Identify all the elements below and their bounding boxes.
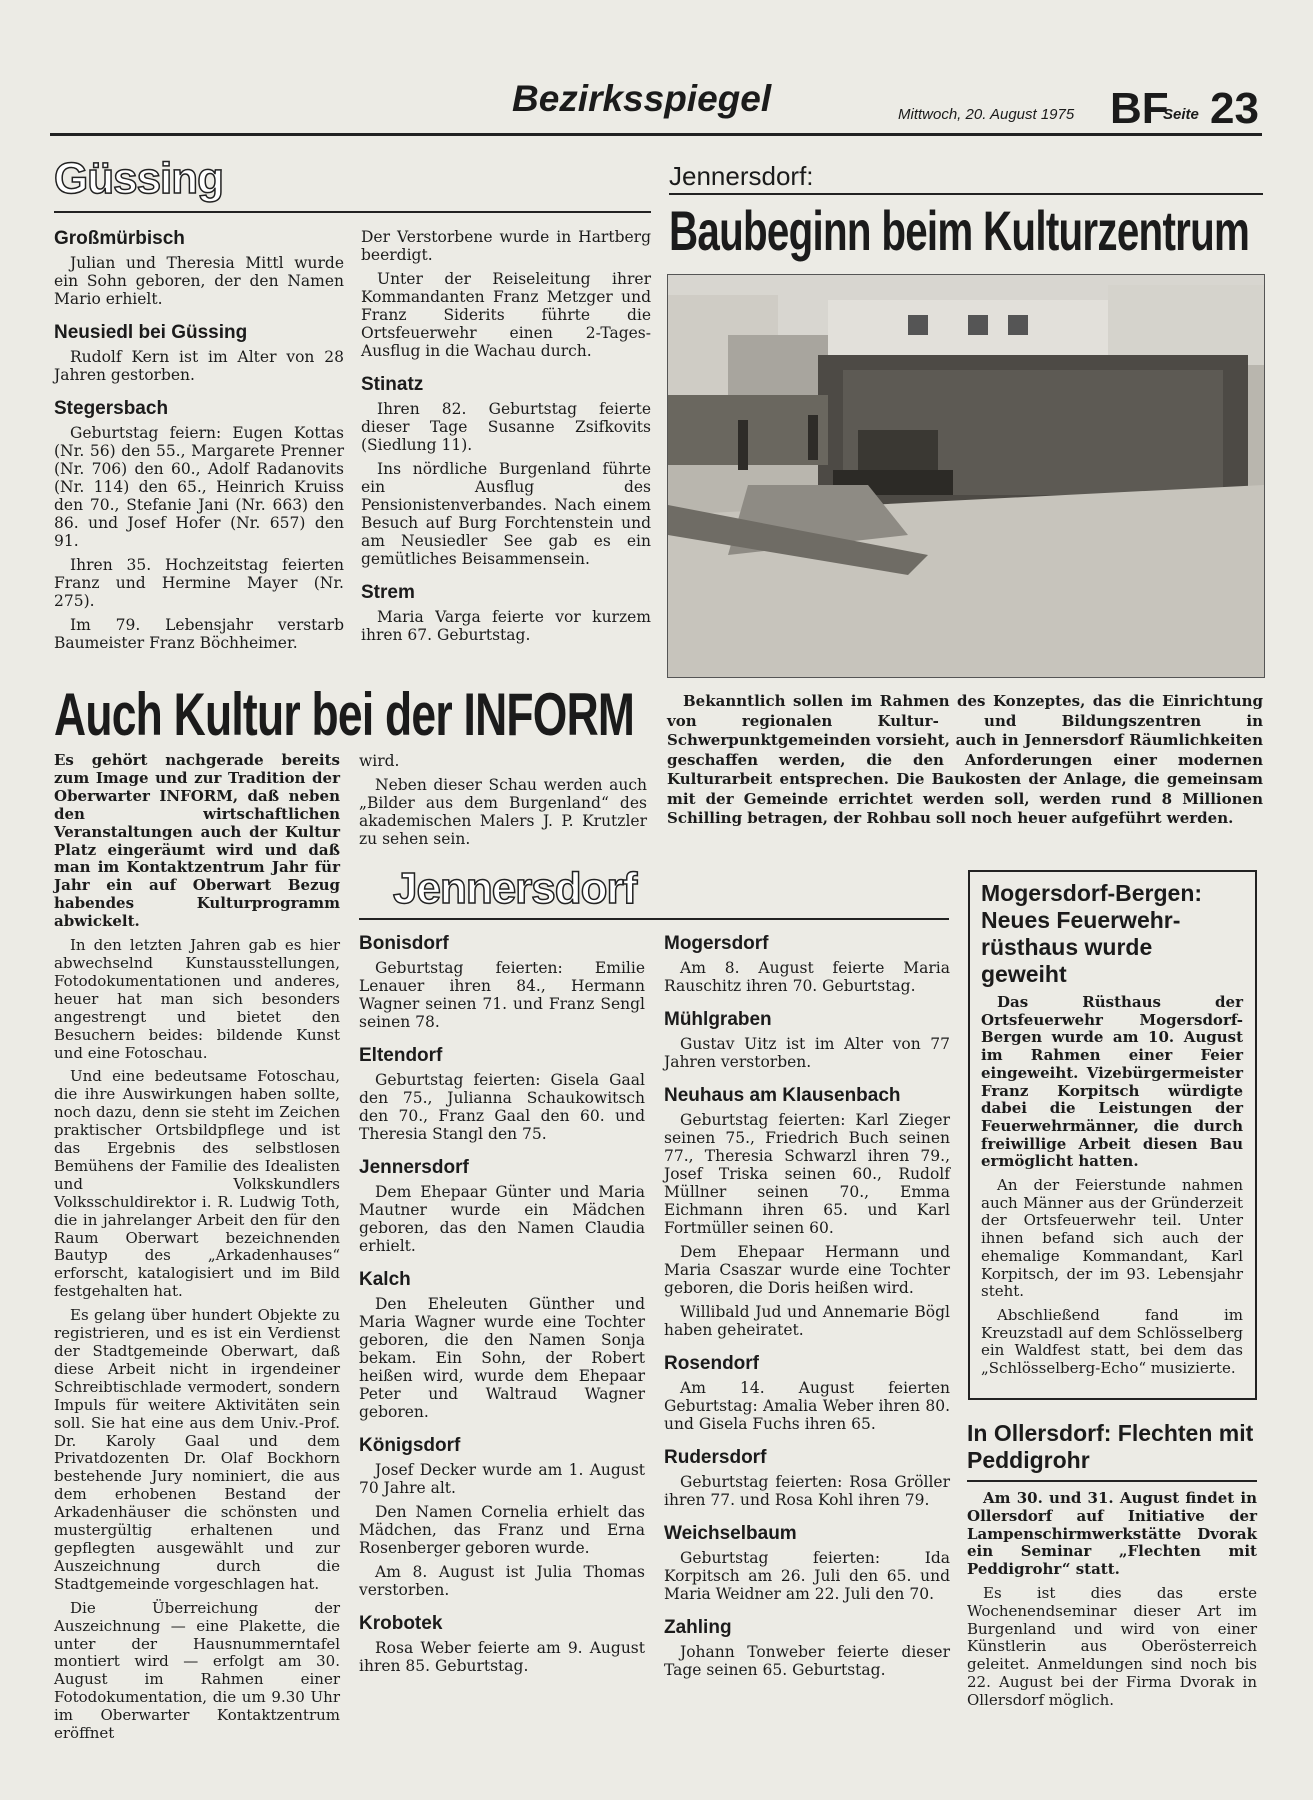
kulturzentrum-headline: Baubeginn beim Kulturzentrum xyxy=(669,199,1250,262)
news-paragraph: Maria Varga feierte vor kurzem ihren 67. Geburtstag. xyxy=(361,608,651,644)
feuerwehr-box xyxy=(968,870,1257,1400)
photo-caption: Bekanntlich sollen im Rahmen des Konzeptes, das die Einrichtung von regionalen Kultur- und Bildungszentren in Schwerpunktgemeinden vorsieht, auch in Jennersdorf Räumlichkeiten geschaffen werden, die den Anforderungen einer modernen Kulturarbeit entsprechen. Die Baukosten der Anlage, die gemeinsam mit der Gemeinde errichtet werden soll, werden rund 8 Millionen Schilling betragen, der Rohbau soll noch heuer aufgeführt werden. xyxy=(667,692,1263,827)
place-heading: Zahling xyxy=(664,1617,732,1638)
construction-photo-image xyxy=(668,275,1264,677)
place-heading: Rudersdorf xyxy=(664,1447,767,1468)
kulturzentrum-rule xyxy=(669,193,1263,195)
news-paragraph: Den Namen Cornelia erhielt das Mädchen, das Franz und Erna Rosenberger geboren wurde. xyxy=(359,1503,645,1557)
place-heading: Neuhaus am Klausenbach xyxy=(664,1085,901,1106)
news-paragraph: Den Eheleuten Günther und Maria Wagner wurde eine Tochter geboren, die den Namen Sonja bekam. Ein Sohn, der Robert heißen wird, wurde dem Ehepaar Peter und Waltraud Wagner geboren. xyxy=(359,1295,645,1421)
news-paragraph: Geburtstag feierten: Rosa Gröller ihren 77. und Rosa Kohl ihren 79. xyxy=(664,1473,950,1509)
ollersdorf-body xyxy=(967,1490,1257,1716)
place-heading: Rosendorf xyxy=(664,1353,759,1374)
news-paragraph: Ihren 35. Hochzeitstag feierten Franz und Hermine Mayer (Nr. 275). xyxy=(54,556,344,610)
news-paragraph: Willibald Jud und Annemarie Bögl haben geheiratet. xyxy=(664,1303,950,1339)
page-label: Seite xyxy=(1163,106,1199,123)
place-heading: Großmürbisch xyxy=(54,228,185,249)
news-paragraph: Dem Ehepaar Hermann und Maria Csaszar wurde eine Tochter geboren, die Doris heißen wird. xyxy=(664,1243,950,1297)
news-paragraph: Johann Tonweber feierte dieser Tage seinen 65. Geburtstag. xyxy=(664,1643,950,1679)
place-heading: Stinatz xyxy=(361,374,424,395)
place-heading: Neusiedl bei Güssing xyxy=(54,322,248,343)
place-heading: Weichselbaum xyxy=(664,1523,797,1544)
section-title: Bezirksspiegel xyxy=(512,78,772,119)
jennersdorf-column-1 xyxy=(359,919,645,1681)
kulturzentrum-caption xyxy=(667,692,1263,835)
news-paragraph: In den letzten Jahren gab es hier abwechselnd Kunstausstellungen, Fotodokumentationen und anderes, heuer hat man sich besonders angestrengt und bietet den Besuchern beides: bildende Kunst und eine Fotoschau. xyxy=(54,936,340,1062)
place-heading: Eltendorf xyxy=(359,1045,443,1066)
ollersdorf-rule xyxy=(967,1480,1257,1482)
construction-photo xyxy=(667,274,1265,678)
place-heading: Bonisdorf xyxy=(359,933,449,954)
news-paragraph: An der Feierstunde nahmen auch Männer aus der Gründerzeit der Ortsfeuerwehr teil. Unter ihnen befand sich auch der ehemalige Kommandant, Karl Korpitsch, der im 93. Lebensjahr steht. xyxy=(981,1176,1243,1301)
place-heading: Krobotek xyxy=(359,1613,443,1634)
place-heading: Strem xyxy=(361,582,415,603)
guessing-column-2 xyxy=(361,228,651,650)
news-paragraph: Es ist dies das erste Wochenendseminar dieser Art im Burgenland und wird von einer Künstlerin aus Oberösterreich geleitet. Anmeldungen sind noch bis 22. August bei der Firma Dvorak in Ollersdorf möglich. xyxy=(967,1583,1257,1709)
news-paragraph: Geburtstag feierten: Gisela Gaal den 75., Julianna Schaukowitsch den 70., Franz Gaal den 60. und Theresia Stangl den 75. xyxy=(359,1071,645,1143)
news-paragraph: Rosa Weber feierte am 9. August ihren 85. Geburtstag. xyxy=(359,1639,645,1675)
guessing-column-1 xyxy=(54,214,344,658)
news-paragraph: Josef Decker wurde am 1. August 70 Jahre alt. xyxy=(359,1461,645,1497)
guessing-rule xyxy=(54,211,651,213)
news-paragraph: wird. xyxy=(359,752,400,770)
place-heading: Kalch xyxy=(359,1269,411,1290)
news-paragraph: Ins nördliche Burgenland führte ein Ausflug des Pensionistenverbandes. Nach einem Besuch auf Burg Forchtenstein und am Neusiedler See gab es ein gemütliches Beisammensein. xyxy=(361,460,651,568)
news-paragraph: Am 8. August feierte Maria Rauschitz ihren 70. Geburtstag. xyxy=(664,959,950,995)
place-heading: Königsdorf xyxy=(359,1435,461,1456)
feuerwehr-headline: Mogersdorf-Bergen: Neues Feuerwehrrüsthaus wurde geweiht xyxy=(981,880,1203,987)
news-paragraph: Im 79. Lebensjahr verstarb Baumeister Franz Böchheimer. xyxy=(54,616,344,652)
news-paragraph: Dem Ehepaar Günter und Maria Mautner wurde ein Mädchen geboren, das den Namen Claudia erhielt. xyxy=(359,1183,645,1255)
place-heading: Jennersdorf xyxy=(359,1157,469,1178)
news-paragraph: Geburtstag feierten: Ida Korpitsch am 26. Juli den 65. und Maria Weidner am 22. Juli den 70. xyxy=(664,1549,950,1603)
kulturzentrum-kicker: Jennersdorf: xyxy=(669,161,814,191)
issue-date: Mittwoch, 20. August 1975 xyxy=(898,106,1075,123)
news-paragraph: Unter der Reiseleitung ihrer Kommandanten Franz Metzger und Franz Siderits führte die Ortsfeuerwehr einen 2-Tages-Ausflug in die Wachau durch. xyxy=(361,270,651,360)
ollersdorf-headline: In Ollersdorf: Flechten mit Peddigrohr xyxy=(967,1420,1254,1473)
news-paragraph: Abschließend fand im Kreuzstadl auf dem Schlösselberg ein Waldfest statt, bei dem das „Schlösselberg-Echo“ musizierte. xyxy=(981,1305,1243,1378)
feuerwehr-body xyxy=(981,994,1243,1384)
page-number: 23 xyxy=(1210,84,1259,133)
news-paragraph: Geburtstag feiern: Eugen Kottas (Nr. 56) den 55., Margarete Prenner (Nr. 706) den 60., Adolf Radanovits (Nr. 114) den 65., Heinrich Kruiss den 70., Stefanie Jani (Nr. 663) den 86. und Josef Hofer (Nr. 657) den 91. xyxy=(54,424,344,550)
jennersdorf-column-2 xyxy=(664,919,950,1685)
place-heading: Mühlgraben xyxy=(664,1009,772,1030)
ollersdorf-lead: Am 30. und 31. August findet in Ollersdorf auf Initiative der Lampenschirmwerkstätte Dvorak ein Seminar „Flechten mit Peddigrohr“ statt. xyxy=(967,1489,1257,1579)
inform-column-1 xyxy=(54,752,340,1749)
inform-column-2 xyxy=(359,752,647,854)
place-heading: Stegersbach xyxy=(54,398,169,419)
news-paragraph: Am 8. August ist Julia Thomas verstorben. xyxy=(359,1563,645,1599)
jennersdorf-section-title: Jennersdorf xyxy=(393,864,637,913)
news-paragraph: Und eine bedeutsame Fotoschau, die ihre Auswirkungen haben sollte, noch dazu, denn sie steht im Zeichen praktischer Ortsbildpflege und ist das Ergebnis des selbstlosen Bemühens der Familie des Idealisten und Volkskundlers Volksschuldirektor i. R. Ludwig Toth, die in jahrelanger Arbeit den für den Raum Oberwart bezeichnenden Bautyp des „Arkadenhauses“ erforscht, katalogisiert und im Bild festgehalten hat. xyxy=(54,1067,340,1301)
news-paragraph: Am 14. August feierten Geburtstag: Amalia Weber ihren 80. und Gisela Fuchs ihren 65. xyxy=(664,1379,950,1433)
news-paragraph: Julian und Theresia Mittl wurde ein Sohn geboren, der den Namen Mario erhielt. xyxy=(54,254,344,308)
guessing-section-title: Güssing xyxy=(54,154,224,203)
inform-headline: Auch Kultur bei der INFORM xyxy=(54,681,635,748)
news-paragraph: Geburtstag feierten: Karl Zieger seinen 75., Friedrich Buch seinen 77., Theresia Schwarzl ihren 79., Josef Triska seinen 60., Rudolf Müllner seinen 70., Emma Eichmann ihren 65. und Karl Fortmüller seinen 60. xyxy=(664,1111,950,1237)
news-paragraph: Es gelang über hundert Objekte zu registrieren, und es ist ein Verdienst der Stadtgemeinde Oberwart, daß diese Arbeit nicht in irgendeiner Schreibtischlade vermodert, sondern Impuls für weitere Aktivitäten sein soll. Sie hat eine aus dem Univ.-Prof. Dr. Karoly Gaal und dem Privatdozenten Dr. Olaf Bockhorn bestehende Jury nominiert, die aus dem erhobenen Bestand der Arkadenhäuser die schönsten und mustergültig erhaltenen und gepflegten ausgewählt und zur Auszeichnung durch die Stadtgemeinde vorgeschlagen hat. xyxy=(54,1306,340,1593)
header-rule xyxy=(50,133,1262,136)
place-heading: Mogersdorf xyxy=(664,933,769,954)
news-paragraph: Neben dieser Schau werden auch „Bilder aus dem Burgenland“ des akademischen Malers J. P. Krutzler zu sehen sein. xyxy=(359,776,647,848)
news-paragraph: Geburtstag feierten: Emilie Lenauer ihren 84., Hermann Wagner seinen 71. und Franz Sengl seinen 78. xyxy=(359,959,645,1031)
news-paragraph: Ihren 82. Geburtstag feierte dieser Tage Susanne Zsifkovits (Siedlung 11). xyxy=(361,400,651,454)
feuerwehr-lead: Das Rüsthaus der Ortsfeuerwehr Mogersdorf-Bergen wurde am 10. August im Rahmen einer Feier eingeweiht. Vizebürgermeister Franz Korpitsch würdigte dabei die Leistungen der Feuerwehrmänner, die durch freiwillige Arbeit diesen Bau ermöglicht hatten. xyxy=(981,993,1243,1171)
brand-logo: BF xyxy=(1110,84,1169,133)
news-paragraph: Rudolf Kern ist im Alter von 28 Jahren gestorben. xyxy=(54,348,344,384)
news-paragraph: Gustav Uitz ist im Alter von 77 Jahren verstorben. xyxy=(664,1035,950,1071)
inform-lead: Es gehört nachgerade bereits zum Image und zur Tradition der Oberwarter INFORM, daß neben den wirtschaftlichen Veranstaltungen auch der Kultur Platz eingeräumt wird und daß man im Kontaktzentrum Jahr für Jahr ein auf Oberwart Bezug habendes Kulturprogramm abwickelt. xyxy=(54,751,340,931)
news-paragraph: Die Überreichung der Auszeichnung — eine Plakette, die unter der Hausnummerntafel montiert wird — erfolgt am 30. August im Rahmen einer Fotodokumentation, die um 9.30 Uhr im Oberwarter Kontaktzentrum eröffnet xyxy=(54,1598,340,1743)
news-paragraph: Der Verstorbene wurde in Hartberg beerdigt. xyxy=(361,228,651,264)
